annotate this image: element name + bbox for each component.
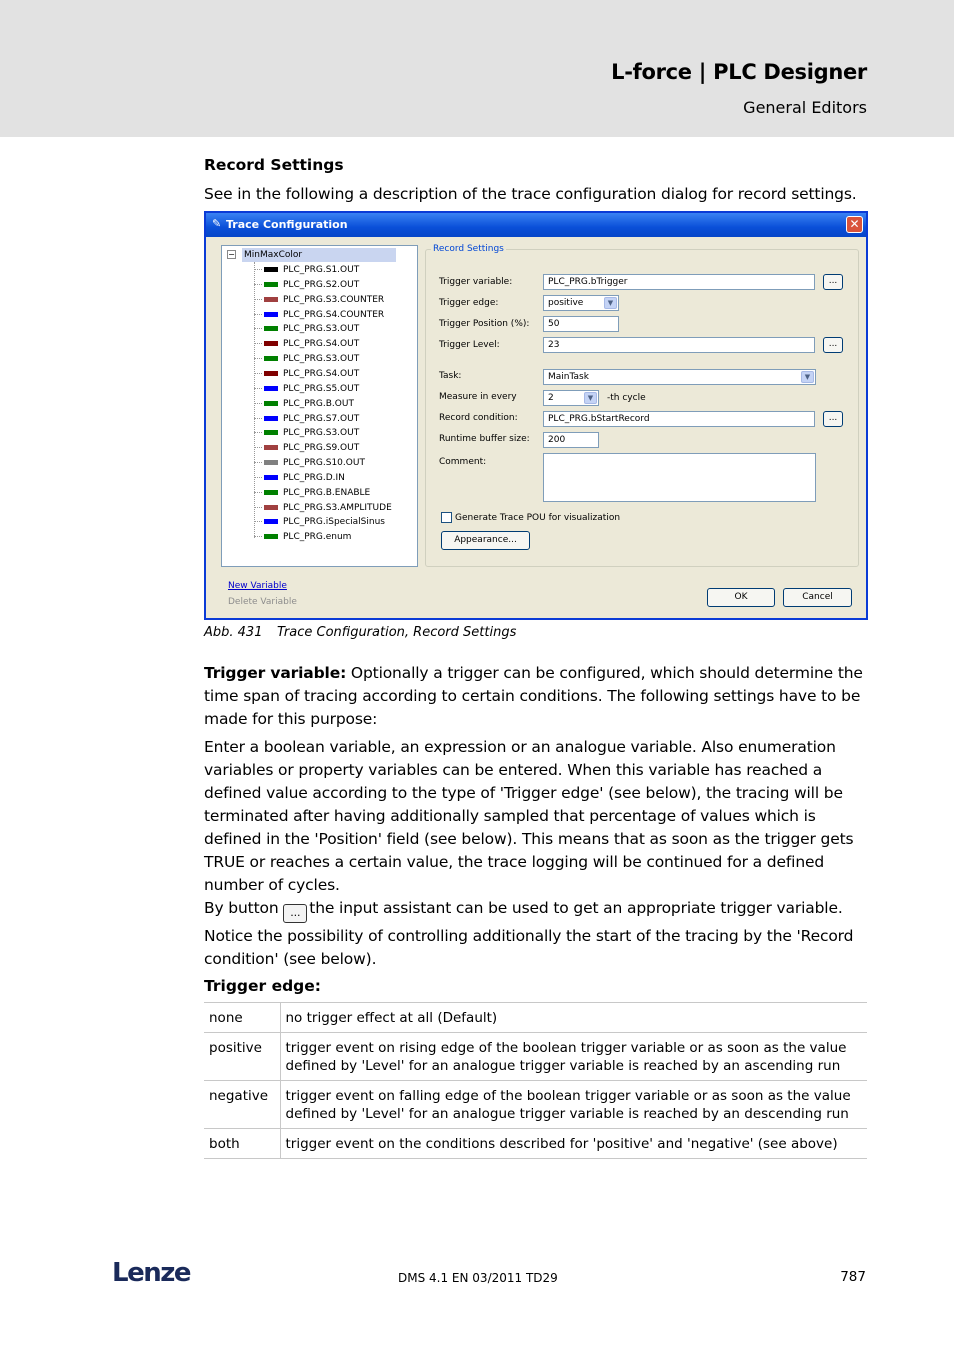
tree-connector — [254, 343, 262, 344]
tree-item[interactable] — [254, 367, 359, 382]
trigger-variable-label: Trigger variable: — [439, 277, 513, 287]
tree-item-label: PLC_PRG.S10.OUT — [283, 458, 365, 469]
tree-item-label: PLC_PRG.enum — [283, 532, 352, 543]
tree-item[interactable] — [254, 412, 359, 427]
tree-connector — [254, 314, 262, 315]
color-swatch-icon — [264, 401, 278, 406]
color-swatch-icon — [264, 416, 278, 421]
tree-item-label: PLC_PRG.S3.OUT — [283, 324, 360, 335]
appearance-button[interactable]: Appearance... — [441, 531, 530, 550]
variable-tree[interactable] — [221, 245, 418, 567]
measure-select[interactable] — [543, 390, 599, 406]
header-band — [0, 0, 954, 137]
tree-item[interactable] — [254, 441, 359, 456]
tree-item-label: PLC_PRG.S3.AMPLITUDE — [283, 502, 392, 513]
record-settings-group — [425, 244, 859, 567]
trigger-edge-value: positive — [548, 298, 584, 308]
color-swatch-icon — [264, 282, 278, 287]
edge-option: none — [204, 1003, 280, 1033]
measure-label: Measure in every — [439, 392, 517, 402]
color-swatch-icon — [264, 519, 278, 524]
tree-connector — [254, 358, 262, 359]
tree-item-label: PLC_PRG.B.ENABLE — [283, 487, 371, 498]
tree-item[interactable] — [254, 337, 359, 352]
trigger-edge-table — [204, 1002, 867, 1159]
tree-connector — [254, 388, 262, 389]
tree-item-label: PLC_PRG.S3.OUT — [283, 428, 360, 439]
trace-icon: ✎ — [212, 217, 222, 230]
delete-variable-link[interactable]: Delete Variable — [228, 597, 297, 607]
close-icon[interactable]: ✕ — [846, 216, 863, 233]
measure-value: 2 — [548, 393, 554, 403]
tree-item-label: PLC_PRG.S1.OUT — [283, 265, 360, 275]
color-swatch-icon — [264, 430, 278, 435]
generate-trace-pou-checkbox[interactable] — [441, 512, 452, 523]
tree-item[interactable] — [254, 322, 359, 337]
color-swatch-icon — [264, 475, 278, 480]
edge-description: no trigger effect at all (Default) — [280, 1003, 867, 1033]
input-assistant-paragraph — [204, 897, 868, 923]
tree-connector — [254, 447, 262, 448]
tree-connector — [254, 462, 262, 463]
trigger-edge-heading: Trigger edge: — [204, 977, 321, 995]
dialog-titlebar — [206, 213, 866, 237]
new-variable-link[interactable]: New Variable — [228, 581, 287, 591]
edge-option: positive — [204, 1033, 280, 1081]
edge-description: trigger event on rising edge of the boolean trigger variable or as soon as the value defined by 'Level' for an analogue trigger variable is reached by an ascending run — [280, 1033, 867, 1081]
table-row — [204, 1033, 867, 1081]
page-number: 787 — [840, 1269, 866, 1285]
color-swatch-icon — [264, 341, 278, 346]
tree-item[interactable] — [254, 263, 359, 278]
tree-item[interactable] — [254, 530, 351, 545]
tree-item[interactable] — [254, 515, 385, 530]
comment-label: Comment: — [439, 457, 487, 467]
tree-connector — [254, 403, 262, 404]
document-title: L-force | PLC Designer — [611, 60, 867, 84]
runtime-buffer-label: Runtime buffer size: — [439, 434, 530, 444]
trigger-variable-field[interactable]: PLC_PRG.bTrigger — [543, 274, 815, 290]
tree-item[interactable] — [254, 352, 359, 367]
figure-number: Abb. 431 — [204, 625, 263, 640]
figure-caption — [204, 625, 516, 640]
trigger-position-label: Trigger Position (%): — [439, 319, 530, 329]
trigger-variable-browse-button[interactable]: ... — [823, 274, 843, 290]
color-swatch-icon — [264, 490, 278, 495]
logo-text: Lenze — [112, 1258, 190, 1288]
trigger-edge-label: Trigger edge: — [439, 298, 499, 308]
tree-item[interactable] — [254, 471, 345, 486]
record-condition-browse-button[interactable]: ... — [823, 411, 843, 427]
tree-root[interactable]: MinMaxColor — [242, 248, 396, 262]
tree-connector — [254, 418, 262, 419]
chapter-title: General Editors — [743, 98, 867, 117]
section-heading: Record Settings — [204, 156, 344, 174]
table-row — [204, 1003, 867, 1033]
trigger-level-label: Trigger Level: — [439, 340, 500, 350]
record-condition-field[interactable]: PLC_PRG.bStartRecord — [543, 411, 815, 427]
tree-item-label: PLC_PRG.S4.OUT — [283, 368, 360, 379]
tree-connector — [254, 432, 262, 433]
tree-item-label: PLC_PRG.S4.COUNTER — [283, 309, 385, 320]
tree-connector — [254, 536, 262, 537]
tree-item[interactable] — [254, 426, 359, 441]
tree-item-label: PLC_PRG.S9.OUT — [283, 443, 360, 454]
trigger-position-field[interactable]: 50 — [543, 316, 619, 332]
runtime-buffer-field[interactable]: 200 — [543, 432, 599, 448]
color-swatch-icon — [264, 505, 278, 510]
tree-connector — [254, 269, 262, 270]
collapse-icon[interactable]: − — [228, 250, 235, 259]
color-swatch-icon — [264, 356, 278, 361]
tree-item[interactable] — [254, 382, 359, 397]
trigger-variable-term: Trigger variable: — [204, 664, 347, 682]
color-swatch-icon — [264, 267, 278, 272]
trigger-level-field[interactable]: 23 — [543, 337, 815, 353]
tree-item-label: PLC_PRG.S3.COUNTER — [283, 294, 385, 305]
trigger-variable-description: Enter a boolean variable, an expression or an analogue variable. Also enumeration variables or property variables can be entered. When this variable has reached a defined value according to the type of 'Trigger edge' (see below), the tracing will be terminated after having additionally sampled that percentage of values which is defined in the 'Position' field (see below). This means that as soon as the trigger gets TRUE or reaches a certain value, the trace logging will be continued for a defined number of cycles. — [204, 738, 854, 894]
document-id: DMS 4.1 EN 03/2011 TD29 — [398, 1271, 558, 1285]
tree-item[interactable] — [254, 501, 392, 516]
record-condition-note: Notice the possibility of controlling additionally the start of the tracing by the 'Record condition' (see below). — [204, 927, 854, 968]
dialog-title: Trace Configuration — [226, 218, 348, 231]
tree-item-label: PLC_PRG.S7.OUT — [283, 413, 360, 424]
tree-connector — [254, 299, 262, 300]
tree-item[interactable] — [254, 456, 365, 471]
tree-item-label: PLC_PRG.B.OUT — [283, 398, 354, 409]
chevron-down-icon[interactable]: ▼ — [604, 297, 617, 309]
cancel-button[interactable]: Cancel — [783, 588, 852, 607]
color-swatch-icon — [264, 371, 278, 376]
trigger-variable-text: Optionally a trigger can be configured, which should determine the time span of tracing according to certain conditions. The following settings have to be made for this purpose: — [204, 664, 863, 728]
measure-suffix: -th cycle — [607, 393, 646, 403]
edge-option: negative — [204, 1081, 280, 1129]
task-label: Task: — [439, 371, 462, 381]
trigger-level-browse-button[interactable]: ... — [823, 337, 843, 353]
comment-field[interactable] — [543, 453, 816, 502]
edge-description: trigger event on falling edge of the boolean trigger variable or as soon as the value defined by 'Level' for an analogue trigger variable is reached by an descending run — [280, 1081, 867, 1129]
tree-item-label: PLC_PRG.S2.OUT — [283, 279, 360, 290]
edge-description: trigger event on the conditions described for 'positive' and 'negative' (see above) — [280, 1129, 867, 1159]
tree-connector — [254, 507, 262, 508]
tree-connector — [254, 521, 262, 522]
tree-item-label: PLC_PRG.D.IN — [283, 472, 345, 483]
tree-connector — [254, 477, 262, 478]
input-assistant-button: ... — [283, 904, 307, 923]
color-swatch-icon — [264, 534, 278, 539]
chevron-down-icon[interactable]: ▼ — [584, 392, 597, 404]
tree-connector — [254, 328, 262, 329]
group-label: Record Settings — [433, 244, 504, 254]
tree-connector — [254, 492, 262, 493]
tree-item-label: PLC_PRG.S4.OUT — [283, 339, 360, 350]
tree-item[interactable] — [254, 278, 359, 293]
table-row — [204, 1129, 867, 1159]
chevron-down-icon[interactable]: ▼ — [801, 371, 814, 383]
record-condition-label: Record condition: — [439, 413, 518, 423]
color-swatch-icon — [264, 460, 278, 465]
lenze-logo — [112, 1258, 190, 1288]
trigger-variable-paragraph — [204, 662, 868, 731]
task-value: MainTask — [548, 372, 589, 382]
tree-item-label: PLC_PRG.S5.OUT — [283, 383, 360, 394]
trace-configuration-dialog — [204, 211, 868, 620]
tree-item-label: PLC_PRG.iSpecialSinus — [283, 517, 385, 528]
input-assistant-pre: By button — [204, 899, 284, 917]
ok-button[interactable]: OK — [707, 588, 775, 607]
color-swatch-icon — [264, 326, 278, 331]
input-assistant-post: the input assistant can be used to get an appropriate trigger variable. — [309, 899, 843, 917]
tree-connector — [254, 373, 262, 374]
table-row — [204, 1081, 867, 1129]
section-intro: See in the following a description of the trace configuration dialog for record settings. — [204, 185, 857, 203]
color-swatch-icon — [264, 386, 278, 391]
tree-item[interactable] — [254, 293, 384, 308]
edge-option: both — [204, 1129, 280, 1159]
trigger-edge-select[interactable] — [543, 295, 619, 311]
tree-item[interactable] — [254, 486, 370, 501]
color-swatch-icon — [264, 312, 278, 317]
task-select[interactable] — [543, 369, 816, 385]
tree-connector — [254, 284, 262, 285]
color-swatch-icon — [264, 445, 278, 450]
color-swatch-icon — [264, 297, 278, 302]
tree-item[interactable] — [254, 397, 354, 412]
tree-item[interactable] — [254, 308, 384, 323]
generate-trace-pou-label: Generate Trace POU for visualization — [455, 513, 621, 523]
figure-title: Trace Configuration, Record Settings — [277, 625, 517, 640]
tree-item-label: PLC_PRG.S3.OUT — [283, 354, 360, 365]
